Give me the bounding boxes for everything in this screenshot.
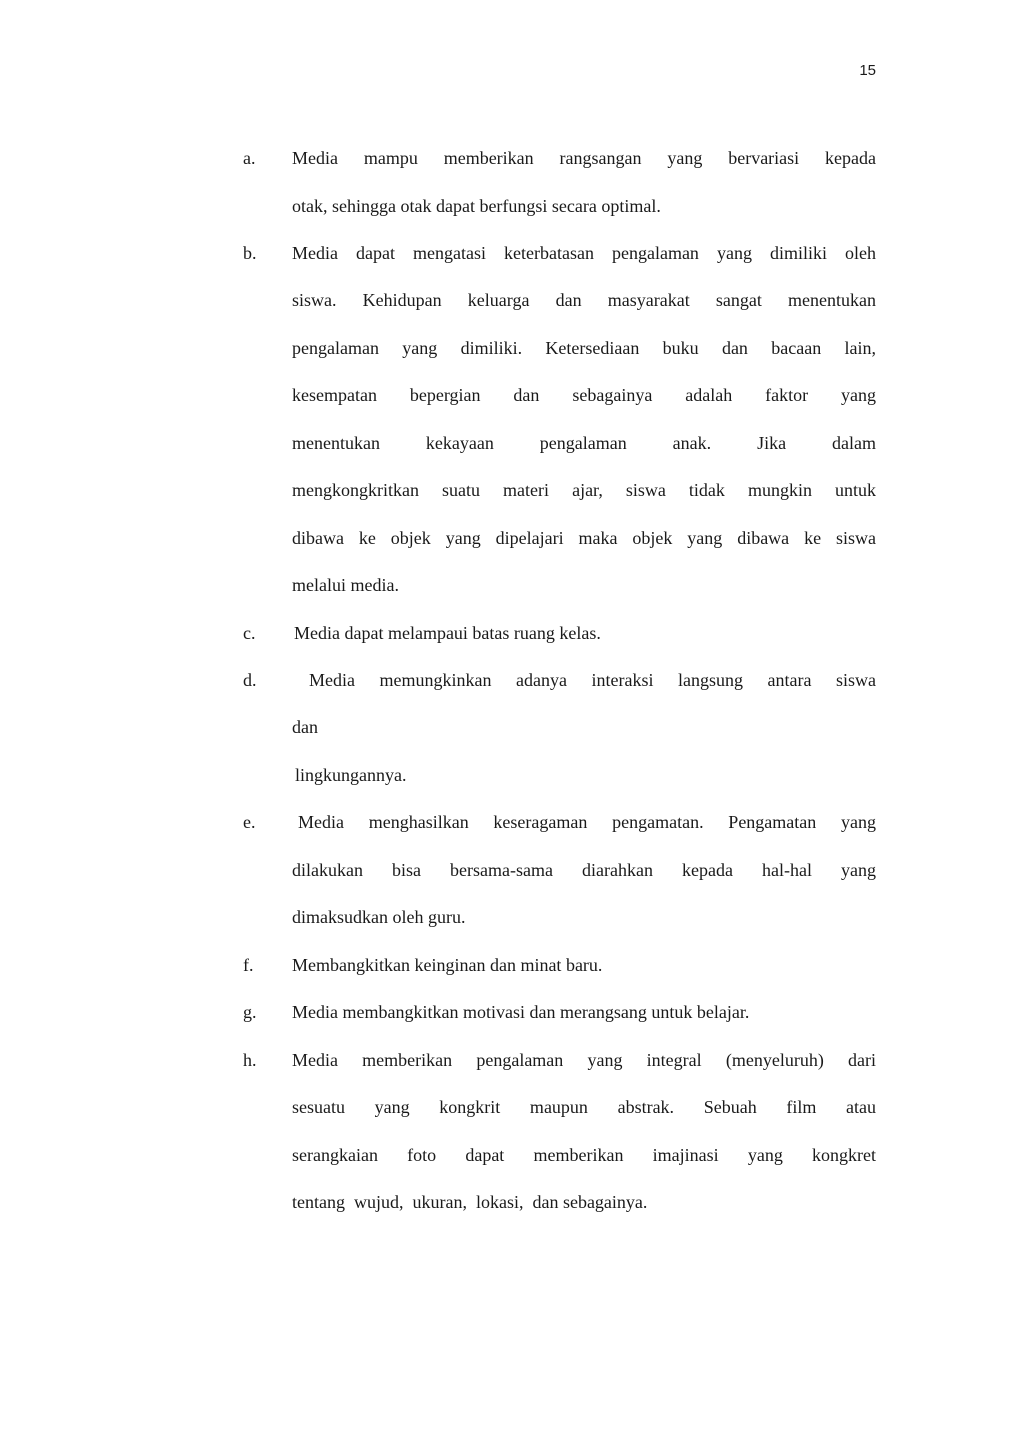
list-line: Media menghasilkan keseragaman pengamatan. Pengamatan yang [298,812,876,832]
list-line: kesempatan bepergian dan sebagainya adalah faktor yang [292,385,876,405]
list-line: serangkaian foto dapat memberikan imajinasi yang kongkret [292,1145,876,1165]
list-line: pengalaman yang dimiliki. Ketersediaan buku dan bacaan lain, [292,338,876,358]
page-number: 15 [859,62,876,79]
list-marker: h. [243,1050,257,1070]
list-line: menentukan kekayaan pengalaman anak. Jika dalam [292,433,876,453]
list-line: Media dapat melampaui batas ruang kelas. [294,623,601,643]
list-line: tentang wujud, ukuran, lokasi, dan sebagainya. [292,1192,648,1212]
list-line: Media dapat mengatasi keterbatasan pengalaman yang dimiliki oleh [292,243,876,263]
list-marker: c. [243,623,256,643]
list-marker: d. [243,670,257,690]
list-line: Media mampu memberikan rangsangan yang bervariasi kepada [292,148,876,168]
list-marker: g. [243,1002,257,1022]
list-line: Media memberikan pengalaman yang integral (menyeluruh) dari [292,1050,876,1070]
list-marker: f. [243,955,254,975]
list-line: dilakukan bisa bersama-sama diarahkan kepada hal-hal yang [292,860,876,880]
list-line: lingkungannya. [295,765,407,785]
list-line: otak, sehingga otak dapat berfungsi secara optimal. [292,196,661,216]
list-line: melalui media. [292,575,399,595]
list-line: Media membangkitkan motivasi dan merangsang untuk belajar. [292,1002,750,1022]
list-line: siswa. Kehidupan keluarga dan masyarakat sangat menentukan [292,290,876,310]
list-line: dibawa ke objek yang dipelajari maka objek yang dibawa ke siswa [292,528,876,548]
list-line: sesuatu yang kongkrit maupun abstrak. Sebuah film atau [292,1097,876,1117]
list-line: Media memungkinkan adanya interaksi langsung antara siswa [309,670,876,690]
list-line: dan [292,717,318,737]
list-marker: b. [243,243,257,263]
list-marker: a. [243,148,256,168]
list-marker: e. [243,812,256,832]
list-line: Membangkitkan keinginan dan minat baru. [292,955,603,975]
list-line: dimaksudkan oleh guru. [292,907,466,927]
list-line: mengkongkritkan suatu materi ajar, siswa tidak mungkin untuk [292,480,876,500]
